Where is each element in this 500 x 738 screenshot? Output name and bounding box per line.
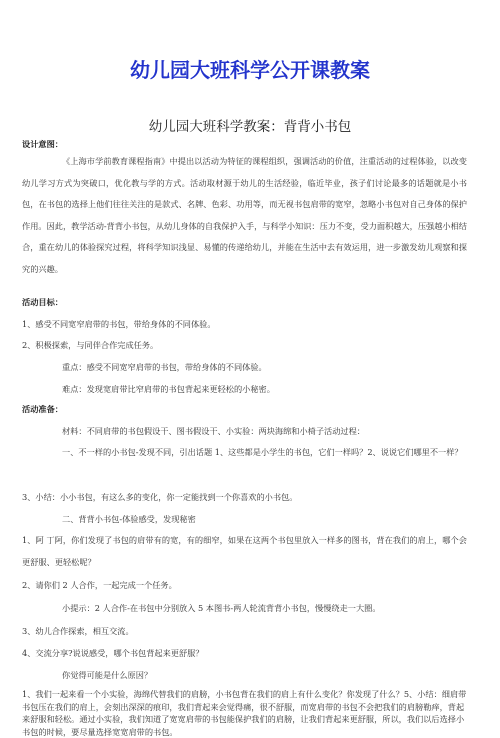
difficulty: 难点：发现宽肩带比窄肩带的书包背起来更轻松的小秘密。 xyxy=(62,384,275,394)
goal-item-2: 2、积极探索，与同伴合作完成任务。 xyxy=(22,340,159,350)
step-one-intro: 一、不一样的小书包-发现不同，引出话题 1、这些都是小学生的书包，它们一样吗？2、说说它们哪里不一样？ xyxy=(62,447,463,457)
step-two-question-4: 4、交流分享?说说感受，哪个书包背起来更舒服？ xyxy=(22,648,204,658)
document-main-title: 幼儿园大班科学公开课教案 xyxy=(130,58,370,82)
goals-heading: 活动目标： xyxy=(22,297,63,307)
design-intent-heading: 设计意图： xyxy=(22,139,63,149)
preparation-heading: 活动准备： xyxy=(22,404,63,414)
step-two-question-1: 1、阿 丁阿，你们发现了书包的肩带有的宽，有的细窄，如果在这两个书包里放入一样多的图书，背在我们的肩上，哪个会更舒服、更轻松呢？ xyxy=(22,535,467,567)
step-two-question-3: 3、幼儿合作探索，相互交流。 xyxy=(22,626,134,636)
tip-line: 小提示：2 人合作-在书包中分别放入 5 本图书-两人轮流背背小书包，慢慢绕走一大圈。 xyxy=(62,603,381,613)
key-point: 重点：感受不同宽窄肩带的书包，带给身体的不同体验。 xyxy=(62,362,267,372)
goal-item-1: 1、感受不同宽窄肩带的书包，带给身体的不同体验。 xyxy=(22,319,216,329)
final-paragraph: 1、我们一起来看一个小实验，海绵代替我们的肩膀，小书包背在我们的肩上有什么变化？你发现了什么？5、小结：细肩带书包压在我们的肩上，会刻出深深的痕印，我们背起来会觉得痛，很不舒服，而宽肩带的书包不会把我们的肩膀勒痒，背起来舒服和轻松。通过小实验，我们知道了宽宽肩带的书包能保护我们的肩膀，让我们背起来更舒服，所以，我们以后选择小书包的时候，要尽量选择宽宽肩带的书包。 xyxy=(22,689,467,737)
why-question: 你觉得可能是什么原因？ xyxy=(62,670,153,680)
step-one-summary: 3、小结：小小书包，有这么多的变化，你一定能找到一个你喜欢的小书包。 xyxy=(22,492,298,502)
design-intent-paragraph: 《上海市学前教育课程指南》中提出以活动为特征的课程组织，强调活动的价值，注重活动的过程体验，以改变幼儿学习方式为突破口，优化教与学的方式。活动取材源于幼儿的生活经验，临近毕业，孩子们讨论最多的话题就是小书包，在书包的选择上他们往往关注的是款式、名牌、色彩、功用等，而无视书包肩带的宽窄，忽略小书包对自己身体的保护作用。因此，教学活动-背背小书包，从幼儿身体的自我保护入手，与科学小知识：压力不变，受力面积越大，压强越小相结合，重在幼儿的体验探究过程，将科学知识浅显、易懂的传递给幼儿，并能在生活中去有效运用，进一步激发幼儿观察和探究的兴趣。 xyxy=(22,156,467,274)
step-two-title: 二、背背小书包-体验感受，发现秘密 xyxy=(62,514,196,524)
materials-line: 材料：不同肩带的书包假设干、图书假设干、小实验：两块海绵和小椅子活动过程： xyxy=(62,426,365,436)
step-two-question-2: 2、请你们 2 人合作，一起完成一个任务。 xyxy=(22,580,177,590)
lesson-title: 幼儿园大班科学教案：背背小书包 xyxy=(148,119,352,135)
